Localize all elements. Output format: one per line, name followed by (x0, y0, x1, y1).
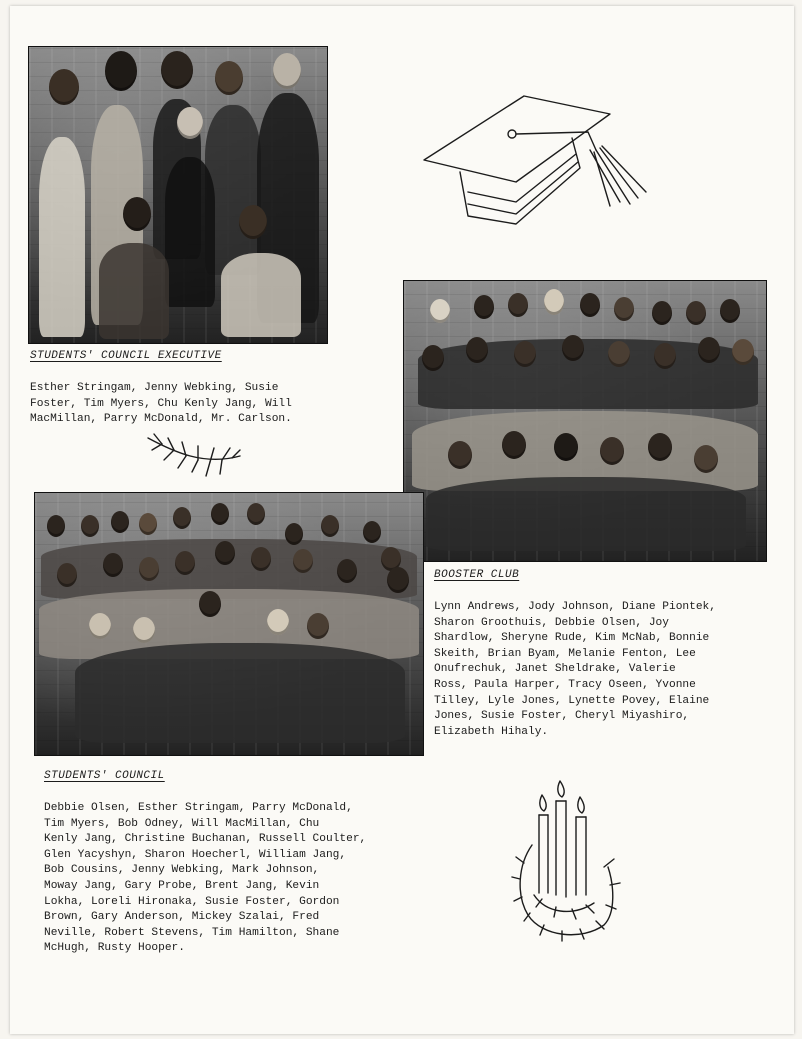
booster-club-names: Lynn Andrews, Jody Johnson, Diane Piontek, Sharon Groothuis, Debbie Olsen, Joy Shardlow, Sheryne Rude, Kim McNab, Bonnie Skeith, Brian Byam, Melanie Fenton, Lee Onufrechuk, Janet Sheldrake, Valerie Ross, Paula Harper, Tracy Oseen, Yvonne Tilley, Lyle Jones, Lynette Povey, Elaine Jones, Susie Foster, Cheryl Miyashiro, Elizabeth Hihaly. (434, 601, 716, 738)
executive-heading: STUDENTS' COUNCIL EXECUTIVE (30, 350, 222, 362)
booster-club-group-photo (403, 280, 767, 562)
executive-group-photo (28, 46, 328, 344)
students-council-names: Debbie Olsen, Esther Stringam, Parry McDonald, Tim Myers, Bob Odney, Will MacMillan, Chu Kenly Jang, Christine Buchanan, Russell Coulter, Glen Yacyshyn, Sharon Hoecherl, William Jang, Bob Cousins, Jenny Webking, Mark Johnson, Moway Jang, Gary Probe, Brent Jang, Kevin Lokha, Loreli Hironaka, Susie Foster, Gordon Brown, Gary Anderson, Mickey Szalai, Fred Neville, Robert Stevens, Tim Hamilton, Shane McHugh, Rusty Hooper. (44, 802, 367, 955)
candles-wreath-drawing (512, 775, 622, 950)
students-council-heading: STUDENTS' COUNCIL (44, 770, 165, 782)
graduation-cap-drawing (420, 90, 660, 240)
students-council-group-photo (34, 492, 424, 756)
leaf-branch-drawing (144, 432, 244, 482)
executive-names: Esther Stringam, Jenny Webking, Susie Foster, Tim Myers, Chu Kenly Jang, Will MacMillan, Parry McDonald, Mr. Carlson. (30, 382, 292, 426)
booster-club-heading: BOOSTER CLUB (434, 569, 520, 581)
